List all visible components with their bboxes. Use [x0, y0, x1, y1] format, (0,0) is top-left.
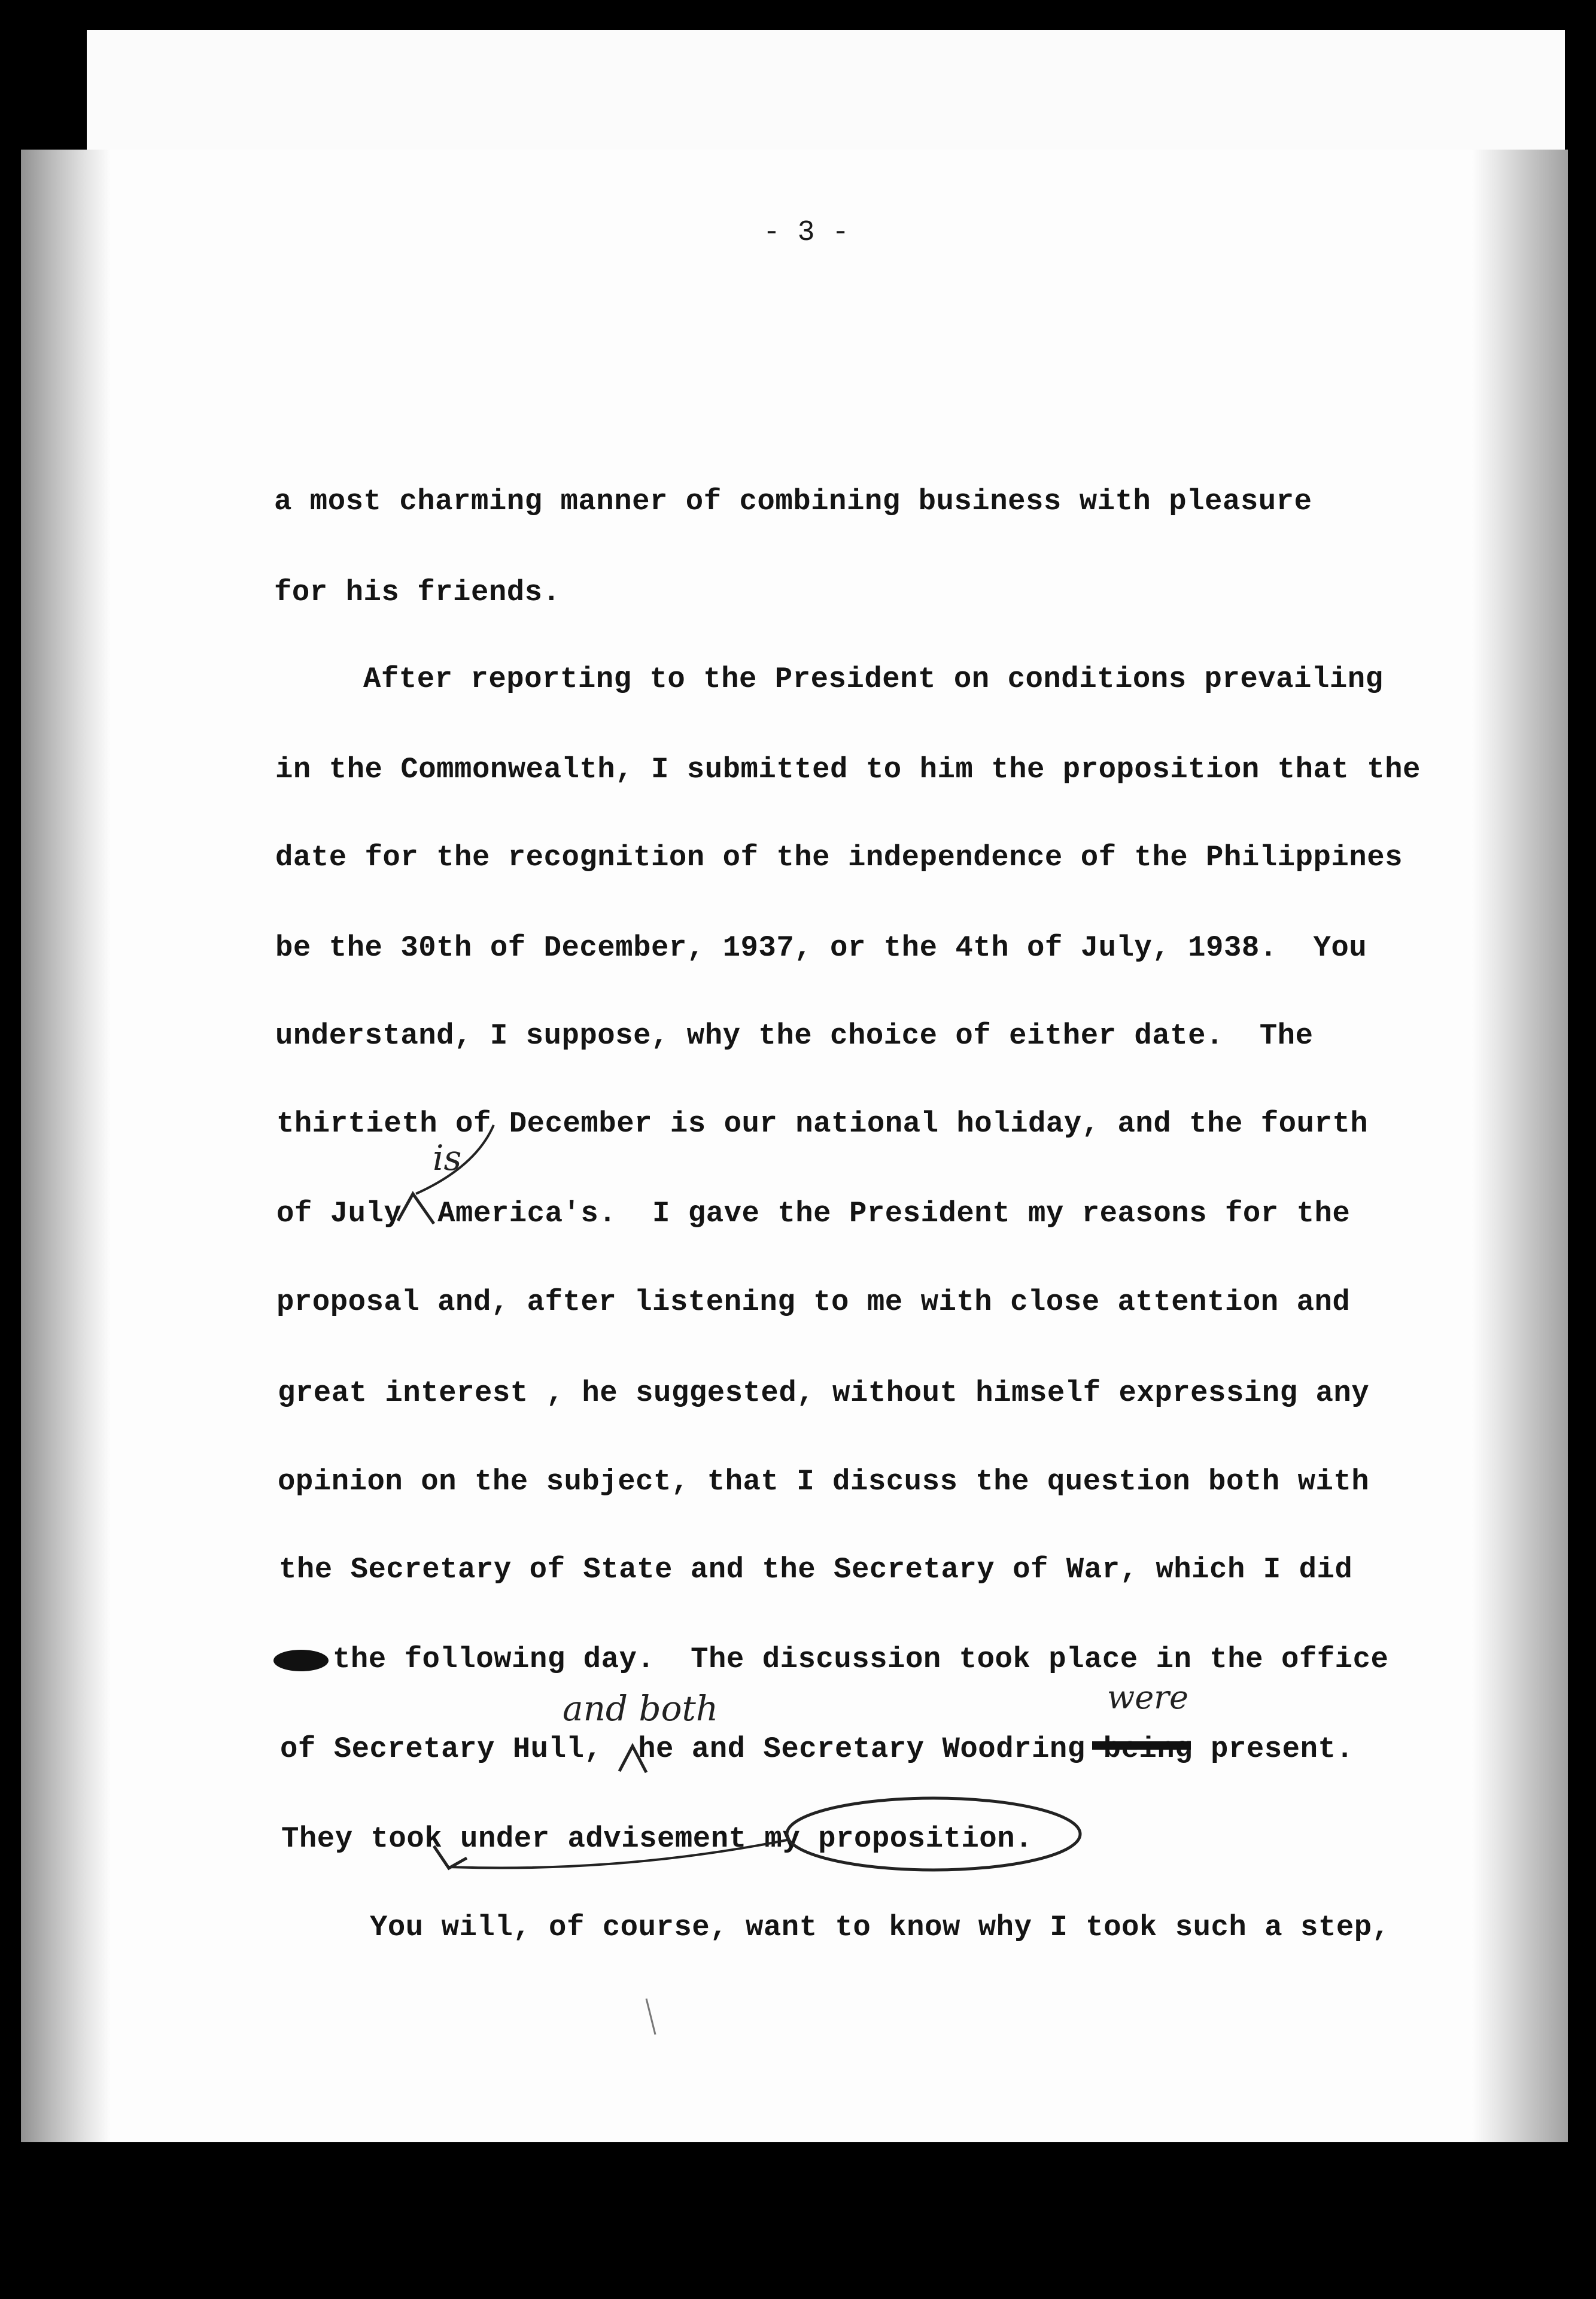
text-line-3: After reporting to the President on conditions prevailing	[363, 662, 1384, 696]
text-line-4: in the Commonwealth, I submitted to him the proposition that the	[275, 753, 1421, 786]
text-line-16: They took under advisement my proposition.	[281, 1822, 1033, 1856]
text-line-17: You will, of course, want to know why I took such a step,	[370, 1911, 1390, 1944]
ink-blot-mark	[273, 1650, 329, 1671]
handwritten-were: were	[1107, 1678, 1188, 1716]
text-line-9: of July America's. I gave the President my reasons for the	[276, 1197, 1351, 1230]
text-line-10: proposal and, after listening to me with close attention and	[276, 1285, 1351, 1319]
text-line-2: for his friends.	[274, 576, 561, 609]
document-page	[21, 150, 1568, 2142]
text-line-15: of Secretary Hull, he and Secretary Woodring being present.	[280, 1732, 1354, 1766]
text-line-12: opinion on the subject, that I discuss the question both with	[278, 1465, 1370, 1498]
text-line-7: understand, I suppose, why the choice of either date. The	[275, 1019, 1314, 1053]
handwritten-is: is	[433, 1138, 462, 1178]
page-number: - 3 -	[763, 217, 850, 249]
text-line-6: be the 30th of December, 1937, or the 4th of July, 1938. You	[275, 931, 1367, 965]
stray-mark-bottom	[646, 1999, 655, 2035]
text-line-13: the Secretary of State and the Secretary of War, which I did	[279, 1553, 1353, 1586]
page-shadow-left	[21, 150, 111, 2142]
top-sheet-edge	[87, 30, 1565, 168]
text-line-11: great interest , he suggested, without himself expressing any	[278, 1376, 1370, 1410]
text-line-1: a most charming manner of combining business with pleasure	[274, 485, 1312, 518]
text-line-5: date for the recognition of the independence of the Philippines	[275, 841, 1403, 874]
text-line-14: the following day. The discussion took place in the office	[333, 1643, 1389, 1676]
page-shadow-right	[1472, 150, 1568, 2142]
text-line-8: thirtieth of December is our national holiday, and the fourth	[276, 1107, 1369, 1141]
handwritten-and-both: and both	[563, 1688, 719, 1729]
